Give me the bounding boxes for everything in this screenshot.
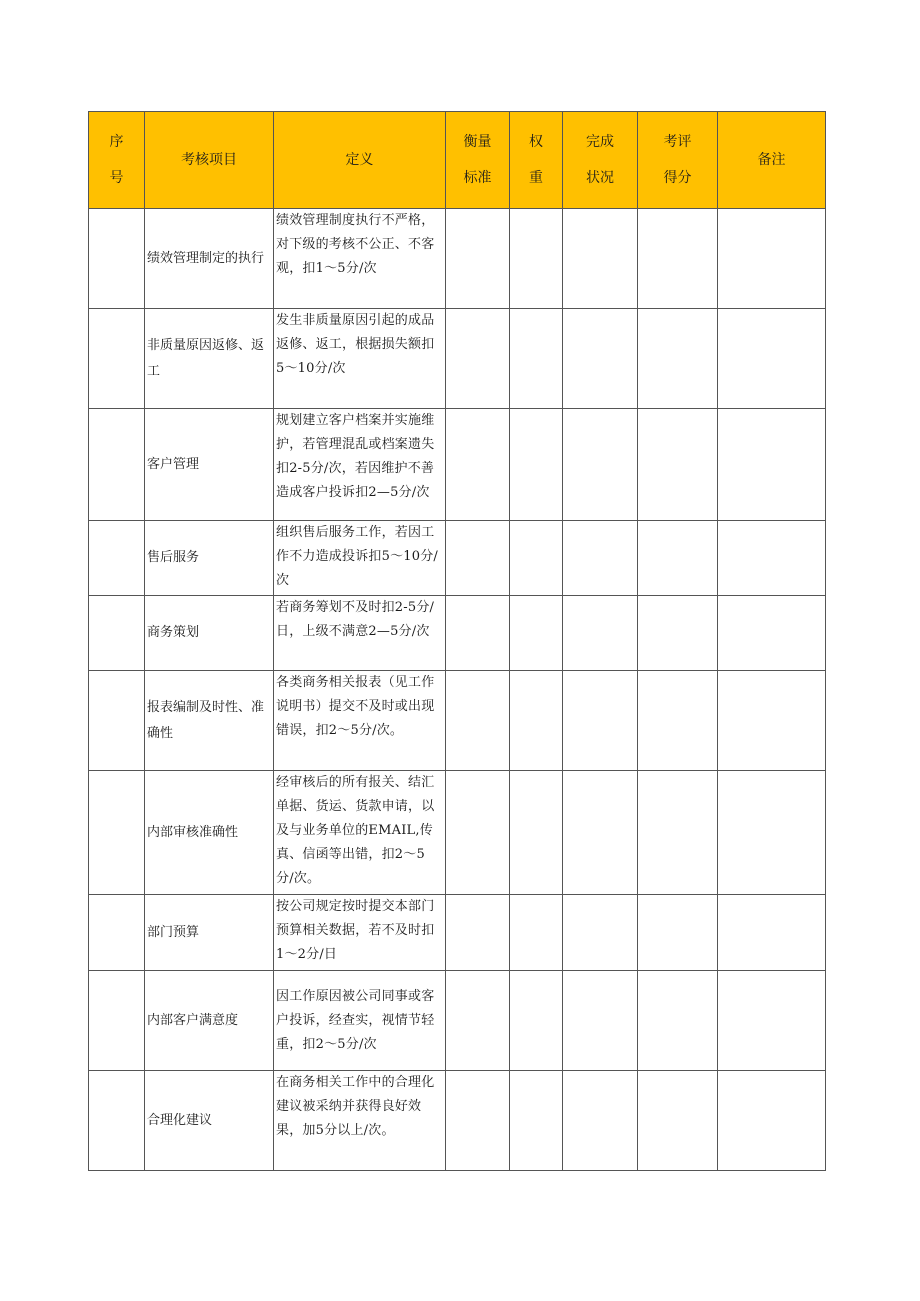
header-item: 考核项目 — [145, 112, 274, 209]
remark-cell — [718, 1071, 826, 1171]
weight-cell — [510, 209, 563, 309]
table-row — [89, 971, 826, 1071]
score-cell — [638, 671, 718, 771]
header-remark: 备注 — [718, 112, 826, 209]
item-cell: 内部审核准确性 — [145, 771, 274, 895]
definition-cell: 若商务筹划不及时扣2-5分/日，上级不满意2—5分/次 — [274, 596, 446, 671]
status-cell — [563, 971, 638, 1071]
weight-cell — [510, 671, 563, 771]
seq-cell — [89, 521, 145, 596]
weight-cell — [510, 771, 563, 895]
item-cell: 商务策划 — [145, 596, 274, 671]
definition-cell: 按公司规定按时提交本部门预算相关数据，若不及时扣1～2分/日 — [274, 895, 446, 971]
status-cell — [563, 409, 638, 521]
definition-cell: 组织售后服务工作，若因工作不力造成投诉扣5～10分/次 — [274, 521, 446, 596]
item-cell: 客户管理 — [145, 409, 274, 521]
table-row — [89, 671, 826, 771]
definition-cell: 各类商务相关报表（见工作说明书）提交不及时或出现错误，扣2～5分/次。 — [274, 671, 446, 771]
table-row — [89, 521, 826, 596]
item-cell: 非质量原因返修、返工 — [145, 309, 274, 409]
standard-cell — [446, 771, 510, 895]
weight-cell — [510, 596, 563, 671]
score-cell — [638, 771, 718, 895]
seq-cell — [89, 409, 145, 521]
status-cell — [563, 1071, 638, 1171]
standard-cell — [446, 671, 510, 771]
table-row — [89, 1071, 826, 1171]
seq-cell — [89, 971, 145, 1071]
header-definition: 定义 — [274, 112, 446, 209]
item-cell: 部门预算 — [145, 895, 274, 971]
remark-cell — [718, 895, 826, 971]
seq-cell — [89, 895, 145, 971]
table-row — [89, 409, 826, 521]
item-cell: 售后服务 — [145, 521, 274, 596]
score-cell — [638, 895, 718, 971]
seq-cell — [89, 209, 145, 309]
header-score: 考评得分 — [638, 112, 718, 209]
standard-cell — [446, 521, 510, 596]
status-cell — [563, 309, 638, 409]
remark-cell — [718, 671, 826, 771]
status-cell — [563, 209, 638, 309]
standard-cell — [446, 309, 510, 409]
table-row — [89, 895, 826, 971]
assessment-sheet — [88, 111, 826, 1171]
table-row — [89, 309, 826, 409]
header-weight: 权重 — [510, 112, 563, 209]
score-cell — [638, 309, 718, 409]
definition-cell: 绩效管理制度执行不严格，对下级的考核不公正、不客观，扣1～5分/次 — [274, 209, 446, 309]
weight-cell — [510, 409, 563, 521]
header-standard: 衡量标准 — [446, 112, 510, 209]
status-cell — [563, 521, 638, 596]
weight-cell — [510, 971, 563, 1071]
status-cell — [563, 771, 638, 895]
header-seq: 序号 — [89, 112, 145, 209]
score-cell — [638, 596, 718, 671]
remark-cell — [718, 971, 826, 1071]
weight-cell — [510, 1071, 563, 1171]
item-cell: 报表编制及时性、准确性 — [145, 671, 274, 771]
item-cell: 内部客户满意度 — [145, 971, 274, 1071]
standard-cell — [446, 895, 510, 971]
definition-cell: 经审核后的所有报关、结汇单据、货运、货款申请，以及与业务单位的EMAIL,传真、信函等出错，扣2～5分/次。 — [274, 771, 446, 895]
table-row — [89, 771, 826, 895]
seq-cell — [89, 596, 145, 671]
remark-cell — [718, 596, 826, 671]
score-cell — [638, 521, 718, 596]
status-cell — [563, 895, 638, 971]
assessment-table — [88, 111, 826, 1171]
seq-cell — [89, 771, 145, 895]
weight-cell — [510, 309, 563, 409]
weight-cell — [510, 521, 563, 596]
definition-cell: 规划建立客户档案并实施维护，若管理混乱或档案遗失扣2-5分/次，若因维护不善造成客户投诉扣2—5分/次 — [274, 409, 446, 521]
score-cell — [638, 409, 718, 521]
seq-cell — [89, 1071, 145, 1171]
item-cell: 合理化建议 — [145, 1071, 274, 1171]
table-row — [89, 596, 826, 671]
standard-cell — [446, 971, 510, 1071]
seq-cell — [89, 671, 145, 771]
remark-cell — [718, 209, 826, 309]
remark-cell — [718, 409, 826, 521]
item-cell: 绩效管理制定的执行 — [145, 209, 274, 309]
remark-cell — [718, 309, 826, 409]
header-row — [89, 112, 826, 209]
score-cell — [638, 1071, 718, 1171]
status-cell — [563, 596, 638, 671]
remark-cell — [718, 771, 826, 895]
standard-cell — [446, 409, 510, 521]
weight-cell — [510, 895, 563, 971]
remark-cell — [718, 521, 826, 596]
status-cell — [563, 671, 638, 771]
table-row — [89, 209, 826, 309]
standard-cell — [446, 596, 510, 671]
standard-cell — [446, 1071, 510, 1171]
seq-cell — [89, 309, 145, 409]
header-status: 完成状况 — [563, 112, 638, 209]
score-cell — [638, 209, 718, 309]
standard-cell — [446, 209, 510, 309]
definition-cell: 在商务相关工作中的合理化建议被采纳并获得良好效果，加5分以上/次。 — [274, 1071, 446, 1171]
definition-cell: 因工作原因被公司同事或客户投诉，经查实，视情节轻重，扣2～5分/次 — [274, 971, 446, 1071]
score-cell — [638, 971, 718, 1071]
definition-cell: 发生非质量原因引起的成品返修、返工，根据损失额扣5～10分/次 — [274, 309, 446, 409]
